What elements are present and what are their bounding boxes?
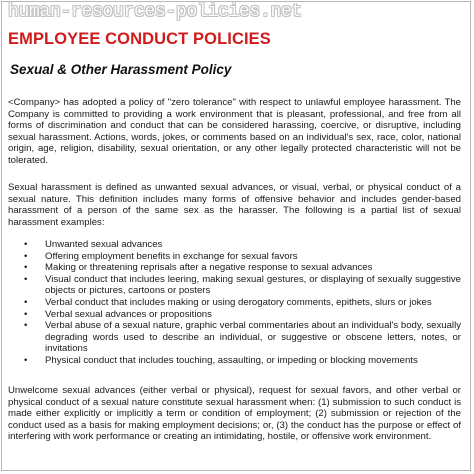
list-item-text: Unwanted sexual advances — [45, 239, 163, 250]
list-item — [0, 251, 461, 263]
list-item-text: Offering employment benefits in exchange for sexual favors — [45, 250, 298, 262]
list-item — [0, 297, 461, 309]
list-item-text: Visual conduct that includes leering, making sexual gestures, or displaying of sexually suggestive objects or pictures, cartoons or posters — [45, 273, 461, 297]
list-item-text: Verbal sexual advances or propositions — [45, 308, 212, 320]
bullet-icon: • — [24, 250, 28, 262]
policy-heading: Sexual & Other Harassment Policy — [10, 62, 232, 77]
definition-paragraph: Sexual harassment is defined as unwanted sexual advances, or visual, verbal, or physical conduct of a sexual nature. This definition includes many forms of offensive behavior and includes gender-based harassment of a person of the same sex as the harasser. The following is a partial list of sexual harassment examples: — [8, 182, 461, 228]
document-title: EMPLOYEE CONDUCT POLICIES — [8, 30, 271, 48]
conditions-paragraph: Unwelcome sexual advances (either verbal or physical), request for sexual favors, and other verbal or physical conduct of a sexual nature constitute sexual harassment when: (1) submission to such conduct is made either explicitly or implicitly a term or condition of employment; (2) submission or rejection of the conduct used as a basis for making employment decisions; or, (3) the conduct has the purpose or effect of interfering with work performance or creating an intimidating, hostile, or offensive work environment. — [8, 385, 461, 443]
bullet-icon: • — [24, 273, 28, 285]
list-item — [0, 309, 461, 321]
list-item-text: Physical conduct that includes touching, assaulting, or impeding or blocking movements — [45, 354, 418, 366]
list-item — [0, 355, 461, 367]
list-item — [0, 320, 461, 355]
list-item — [0, 262, 461, 274]
list-item-text: Verbal abuse of a sexual nature, graphic verbal commentaries about an individual's body, sexually degrading words used to describe an individual, or suggestive or obscene letters, notes, or invitations — [45, 320, 461, 355]
bullet-icon: • — [24, 239, 28, 250]
bullet-icon: • — [24, 320, 28, 332]
list-item — [0, 239, 461, 251]
policy-intro-paragraph: <Company> has adopted a policy of "zero tolerance" with respect to unlawful employee harassment. The Company is committed to providing a work environment that is pleasant, professional, and free from all forms of discrimination and conduct that can be considered harassing, coercive, or disruptive, including sexual harassment. Actions, words, jokes, or comments based on an individual's sex, race, color, national origin, age, religion, disability, sexual orientation, or any other legally protected characteristic will not be tolerated. — [8, 97, 461, 166]
list-item-text: Making or threatening reprisals after a negative response to sexual advances — [45, 262, 373, 274]
bullet-icon: • — [24, 262, 28, 274]
site-watermark: human-resources-policies.net — [8, 2, 303, 22]
bullet-icon: • — [24, 354, 28, 366]
list-item-text: Verbal conduct that includes making or using derogatory comments, epithets, slurs or jokes — [45, 296, 432, 308]
list-item — [0, 274, 461, 297]
bullet-icon: • — [24, 308, 28, 320]
bullet-icon: • — [24, 296, 28, 308]
harassment-examples-list — [0, 239, 461, 367]
